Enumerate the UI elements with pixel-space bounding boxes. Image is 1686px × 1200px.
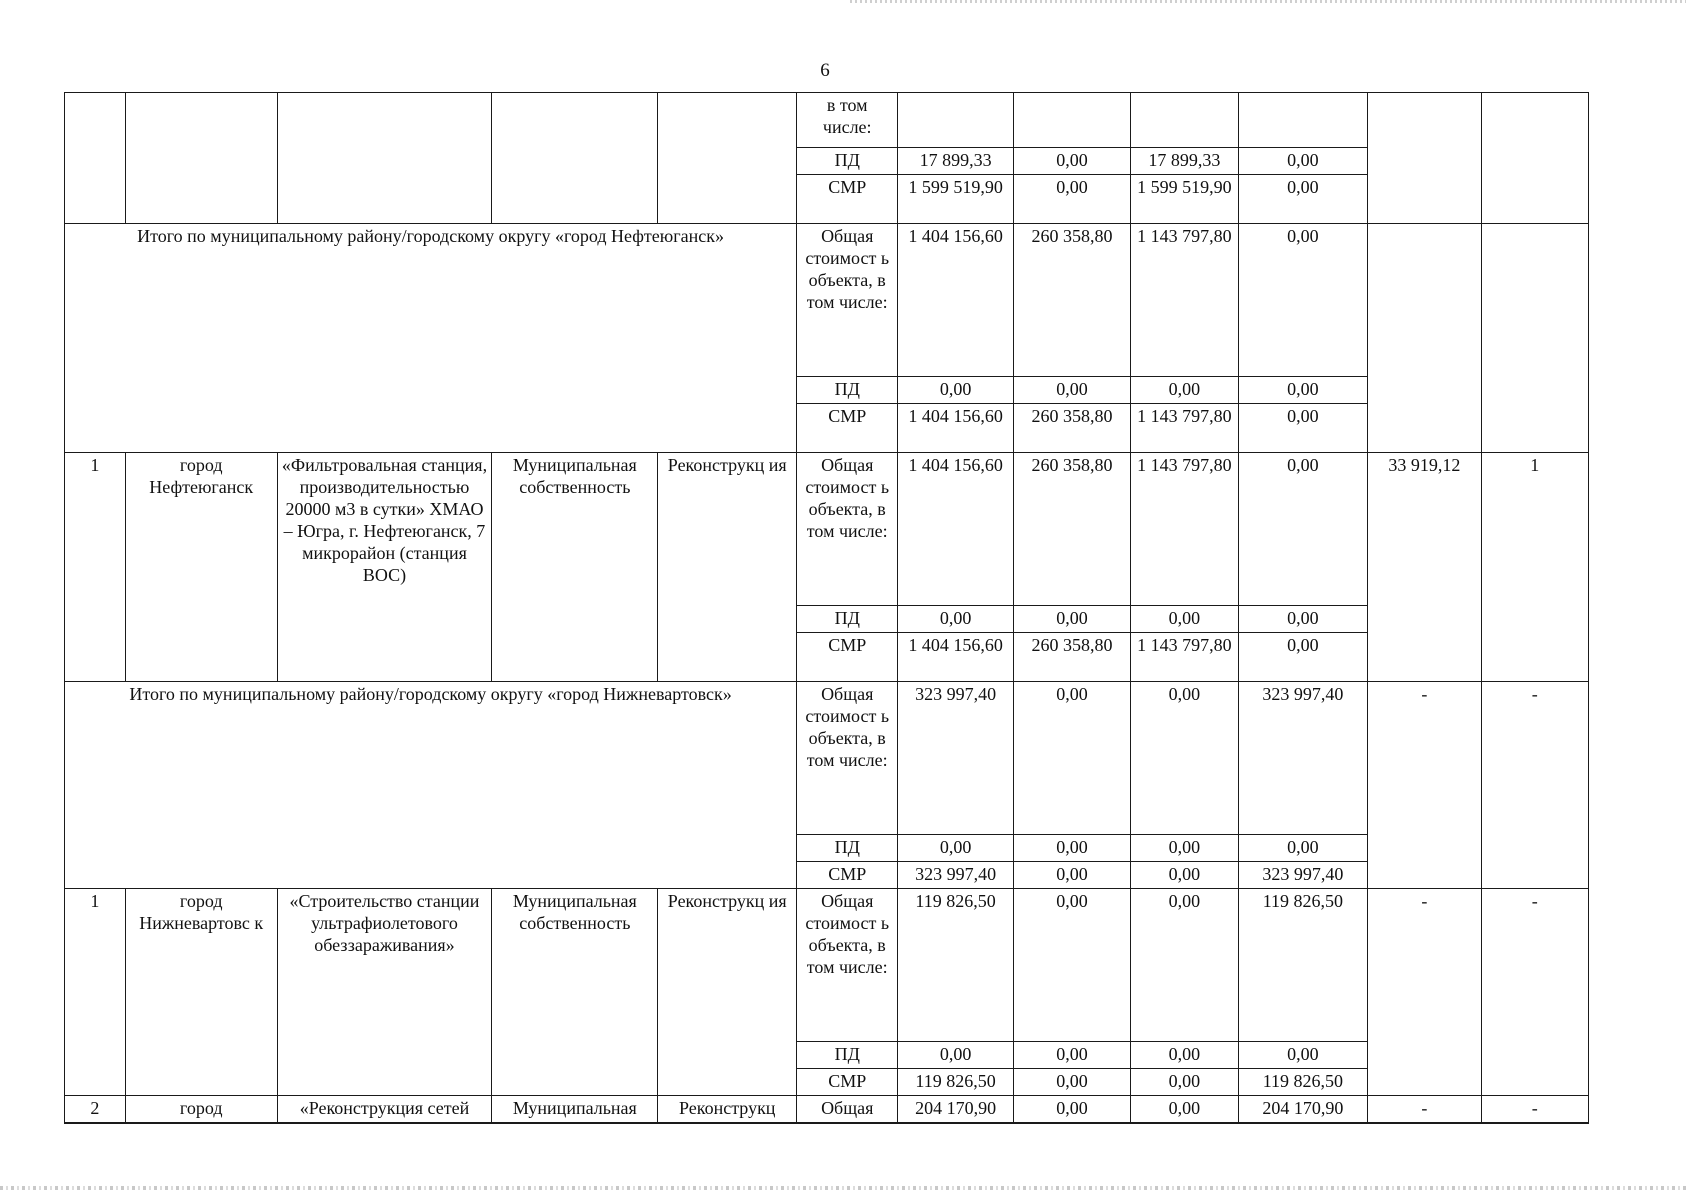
cell-value: 0,00 xyxy=(1013,174,1130,223)
cell-value: 0,00 xyxy=(1238,376,1368,403)
cell-city: город Нижневартовс к xyxy=(125,888,277,1095)
cell-value: 323 997,40 xyxy=(1238,681,1368,834)
cell-value: 0,00 xyxy=(1013,1095,1130,1123)
cell-value: 1 599 519,90 xyxy=(1131,174,1238,223)
cell-value xyxy=(1013,93,1130,148)
cell-value: 0,00 xyxy=(1013,834,1130,861)
cell-value: 0,00 xyxy=(1238,605,1368,632)
cell-ownership xyxy=(492,93,658,224)
scan-artifact-top xyxy=(850,0,1686,3)
cell-value: 0,00 xyxy=(1238,632,1368,681)
cell-ownership: Муниципальная xyxy=(492,1095,658,1123)
cell-c12: - xyxy=(1481,888,1588,1095)
cell-label-pd: ПД xyxy=(797,1041,898,1068)
cell-value: 0,00 xyxy=(1013,681,1130,834)
cell-value: 1 404 156,60 xyxy=(898,403,1013,452)
cell-label-total: Общая стоимост ь объекта, в том числе: xyxy=(797,888,898,1041)
cell-object: «Реконструкция сетей xyxy=(277,1095,492,1123)
cell-value: 0,00 xyxy=(1013,861,1130,888)
cell-num xyxy=(65,93,126,224)
cell-value: 0,00 xyxy=(1013,376,1130,403)
cell-label-smr: СМР xyxy=(797,861,898,888)
cell-value: 0,00 xyxy=(1238,148,1368,175)
group-title: Итого по муниципальному району/городскому округу «город Нижневартовск» xyxy=(65,681,797,888)
cell-object: «Строительство станции ультрафиолетового обеззараживания» xyxy=(277,888,492,1095)
cell-label-total: Общая стоимост ь объекта, в том числе: xyxy=(797,223,898,376)
cell-label-pd: ПД xyxy=(797,605,898,632)
cell-value: 0,00 xyxy=(1238,452,1368,605)
cell-label-pd: ПД xyxy=(797,148,898,175)
cell-value: 0,00 xyxy=(1013,605,1130,632)
cell-label-vtom: в том числе: xyxy=(797,93,898,148)
cell-c11 xyxy=(1368,223,1481,452)
cell-c12: - xyxy=(1481,1095,1588,1123)
cell-value: 0,00 xyxy=(1238,174,1368,223)
cell-value: 0,00 xyxy=(1238,834,1368,861)
cell-c11: - xyxy=(1368,681,1481,888)
cell-value: 260 358,80 xyxy=(1013,403,1130,452)
cell-value: 260 358,80 xyxy=(1013,223,1130,376)
table-row xyxy=(65,223,1589,376)
cell-value: 0,00 xyxy=(1013,1041,1130,1068)
cell-value: 204 170,90 xyxy=(898,1095,1013,1123)
cell-value: 0,00 xyxy=(1131,376,1238,403)
table-row xyxy=(65,1095,1589,1123)
cell-value: 260 358,80 xyxy=(1013,632,1130,681)
cell-value: 1 404 156,60 xyxy=(898,223,1013,376)
cell-c12 xyxy=(1481,223,1588,452)
cell-value: 0,00 xyxy=(1131,861,1238,888)
cell-label-smr: СМР xyxy=(797,174,898,223)
cell-label-smr: СМР xyxy=(797,1068,898,1095)
cell-c11: - xyxy=(1368,888,1481,1095)
cell-value: 0,00 xyxy=(1131,1095,1238,1123)
table-row xyxy=(65,452,1589,605)
cell-value: 0,00 xyxy=(1013,148,1130,175)
cell-object: «Фильтровальная станция, производительностью 20000 м3 в сутки» ХМАО – Югра, г. Нефтеюганск, 7 микрорайон (станция ВОС) xyxy=(277,452,492,681)
cell-c12: 1 xyxy=(1481,452,1588,681)
cell-value: 1 143 797,80 xyxy=(1131,223,1238,376)
cell-value: 0,00 xyxy=(1131,1068,1238,1095)
page-number: 6 xyxy=(820,60,830,81)
cell-label-total: Общая xyxy=(797,1095,898,1123)
cell-value xyxy=(898,93,1013,148)
cell-value: 1 143 797,80 xyxy=(1131,632,1238,681)
cell-object xyxy=(277,93,492,224)
cell-value: 0,00 xyxy=(1131,834,1238,861)
cell-value: 0,00 xyxy=(898,1041,1013,1068)
cell-value: 119 826,50 xyxy=(1238,888,1368,1041)
cell-value xyxy=(1238,93,1368,148)
cell-value: 1 404 156,60 xyxy=(898,452,1013,605)
cell-value: 0,00 xyxy=(1238,223,1368,376)
cell-ownership: Муниципальная собственность xyxy=(492,888,658,1095)
cell-value: 119 826,50 xyxy=(1238,1068,1368,1095)
cell-label-total: Общая стоимост ь объекта, в том числе: xyxy=(797,452,898,605)
cell-c12 xyxy=(1481,93,1588,224)
cell-value: 323 997,40 xyxy=(898,861,1013,888)
cell-value: 0,00 xyxy=(1013,888,1130,1041)
cell-value: 1 404 156,60 xyxy=(898,632,1013,681)
cell-city xyxy=(125,93,277,224)
cell-city: город Нефтеюганск xyxy=(125,452,277,681)
cell-value: 119 826,50 xyxy=(898,1068,1013,1095)
cell-value: 0,00 xyxy=(1131,1041,1238,1068)
cell-value: 260 358,80 xyxy=(1013,452,1130,605)
scan-artifact-bottom xyxy=(0,1186,1686,1190)
cell-value: 1 599 519,90 xyxy=(898,174,1013,223)
cell-work: Реконструкц ия xyxy=(658,452,797,681)
cell-c11 xyxy=(1368,93,1481,224)
cell-value: 323 997,40 xyxy=(1238,861,1368,888)
cell-value: 0,00 xyxy=(898,376,1013,403)
cell-num: 1 xyxy=(65,888,126,1095)
cell-value: 204 170,90 xyxy=(1238,1095,1368,1123)
cell-label-smr: СМР xyxy=(797,403,898,452)
cell-value: 0,00 xyxy=(1131,681,1238,834)
cell-value: 0,00 xyxy=(1013,1068,1130,1095)
cell-value: 0,00 xyxy=(1131,888,1238,1041)
group-title: Итого по муниципальному району/городскому округу «город Нефтеюганск» xyxy=(65,223,797,452)
cell-label-pd: ПД xyxy=(797,376,898,403)
budget-table xyxy=(64,92,1589,1124)
cell-value xyxy=(1131,93,1238,148)
table-row xyxy=(65,93,1589,148)
cell-city: город xyxy=(125,1095,277,1123)
cell-num: 1 xyxy=(65,452,126,681)
cell-work: Реконструкц ия xyxy=(658,888,797,1095)
cell-value: 119 826,50 xyxy=(898,888,1013,1041)
cell-c12: - xyxy=(1481,681,1588,888)
cell-value: 0,00 xyxy=(1131,605,1238,632)
cell-c11: 33 919,12 xyxy=(1368,452,1481,681)
cell-work xyxy=(658,93,797,224)
cell-label-pd: ПД xyxy=(797,834,898,861)
cell-num: 2 xyxy=(65,1095,126,1123)
cell-label-smr: СМР xyxy=(797,632,898,681)
cell-value: 0,00 xyxy=(1238,1041,1368,1068)
cell-value: 17 899,33 xyxy=(1131,148,1238,175)
table-row xyxy=(65,681,1589,834)
cell-ownership: Муниципальная собственность xyxy=(492,452,658,681)
cell-value: 0,00 xyxy=(898,605,1013,632)
cell-value: 323 997,40 xyxy=(898,681,1013,834)
cell-work: Реконструкц xyxy=(658,1095,797,1123)
cell-label-total: Общая стоимост ь объекта, в том числе: xyxy=(797,681,898,834)
cell-value: 1 143 797,80 xyxy=(1131,403,1238,452)
cell-value: 0,00 xyxy=(898,834,1013,861)
cell-value: 1 143 797,80 xyxy=(1131,452,1238,605)
cell-c11: - xyxy=(1368,1095,1481,1123)
table-row xyxy=(65,888,1589,1041)
cell-value: 0,00 xyxy=(1238,403,1368,452)
cell-value: 17 899,33 xyxy=(898,148,1013,175)
